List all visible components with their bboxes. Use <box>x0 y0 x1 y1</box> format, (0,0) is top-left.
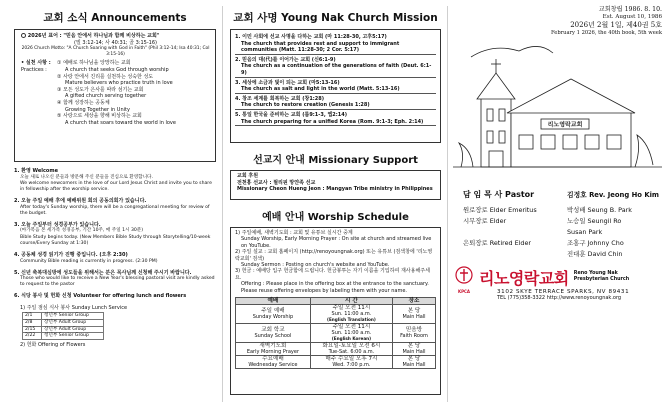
missionary-line3: Missionary Cheon Hueng Jeon : Mangyan Tribe ministry in Philippines <box>237 186 433 193</box>
worship-note: 3) 헌금 : 예배당 입구 헌금함에 드립니다. 헌금봉투는 자기 이름을 기입하여 재사용해주세요. <box>235 268 430 281</box>
announcement-item <box>14 198 216 217</box>
staff-role: 은퇴장로 Retired Elder <box>463 238 532 247</box>
pastor-row <box>453 189 662 200</box>
practice-item-en: A church that seeks God through worship <box>65 66 169 73</box>
announcement-item <box>14 252 216 265</box>
header-place: 장소 <box>393 298 436 305</box>
staff-name: 노승일 Seungil Ro <box>567 216 622 225</box>
motto-box <box>14 29 216 162</box>
staff-role <box>453 249 567 260</box>
practice-item-en: A church that soars toward the world in love <box>65 119 176 126</box>
practice-item-ko: ③ 모든 성도가 은사를 따라 섬기는 교회 <box>57 86 144 93</box>
place-en: Faith Room <box>400 333 428 340</box>
logo-korean: 리노영락교회 <box>479 268 569 288</box>
schedule-time <box>310 343 392 356</box>
practice-item-en: A gifted church serving together <box>65 93 147 100</box>
volunteer-row <box>23 313 104 320</box>
mission-item-en: The church as a continuation of the generations of faith (Deut. 6:1-9) <box>235 63 436 77</box>
mission-item-ko: 5. 통일 한국을 준비하는 교회 (롬9:1-3, 엡2:14) <box>235 111 348 118</box>
time-en: Sun. 11:00 a.m. <box>331 311 372 318</box>
header-time: 시 간 <box>310 298 392 305</box>
schedule-service <box>236 343 311 356</box>
practice-item-en: Mature believers who practice truth in love <box>65 80 173 87</box>
worship-box <box>230 227 441 395</box>
schedule-time <box>310 324 392 343</box>
service-ko: 새벽기도회 <box>259 343 287 350</box>
motto-en: 2026 Church Motto: "A Church Soaring with God in Faith" (Phil 3:12-14; Isa 40:31; Col 3:15-16) <box>21 46 210 57</box>
mission-item-ko: 1. 이민 사회에 선교 사명을 다하는 교회 (마 11:28-30, 고후5:17) <box>235 34 387 40</box>
church-address: 3102 SKYE TERRACE SPARKS, NV 89431 <box>497 288 630 295</box>
missionary-line1: 교회 후원 <box>237 173 259 179</box>
worship-note: 1) 주일예배, 새벽기도회 : 교회 및 유튜브 실시간 중계 <box>235 230 353 236</box>
staff-role: 원로장로 Elder Emeritus <box>463 205 537 214</box>
practice-item-ko: ② 사랑 안에서 진리를 실천하는 성숙한 성도 <box>57 73 154 80</box>
est-date: Est. August 10, 1986 <box>602 13 662 20</box>
volunteer-group: 청년부 Senior Group <box>42 313 104 320</box>
staff-name: 진대훈 David Chin <box>567 249 623 258</box>
service-en: Early Morning Prayer <box>246 349 300 356</box>
staff-row <box>453 216 662 227</box>
announcement-item <box>14 168 216 193</box>
schedule-row <box>236 305 436 324</box>
practices-label-en: Practices : <box>21 66 47 73</box>
mission-item-en: The church as salt and light in the world (Matt. 5:13-16) <box>235 86 436 94</box>
pastor-name: 김정호 Rev. Jeong Ho Kim <box>567 190 660 199</box>
staff-name: Susan Park <box>567 227 603 236</box>
practice-item-ko: ⑤ 사랑으로 세상을 향해 비상하는 교회 <box>57 113 142 120</box>
volunteer-group: 장년부 Adult Group <box>42 319 104 326</box>
schedule-service <box>236 356 311 369</box>
time-ko: 주일 오전 11시 <box>332 305 371 312</box>
staff-role <box>453 227 567 238</box>
announcement-heading: 6. 식당 봉사 및 헌화 신청 Volunteer for offering lunch and flowers <box>14 293 187 300</box>
volunteer-date: 2/22 <box>23 333 42 340</box>
time-ko: 매주 수요일 오후 7시 <box>325 356 378 363</box>
schedule-service <box>236 324 311 343</box>
time-en: Sun. 11:00 a.m. <box>331 330 372 337</box>
schedule-place <box>393 305 436 324</box>
worship-note: Sunday Sermon : Posting on church's website and YouTube. <box>241 262 390 269</box>
church-logo <box>453 266 662 289</box>
place-ko: 믿음방 <box>405 327 423 334</box>
announcement-item <box>14 270 216 289</box>
service-ko: 주일 예배 <box>261 308 285 315</box>
announcement-body-en: We welcome newcomers in the love of our Lord Jesus Christ and invite you to share in fellowship after the worship service. <box>20 181 212 193</box>
practices-label: • 실천 사항 : <box>21 60 51 67</box>
announcement-item <box>14 293 216 300</box>
cover-column <box>447 0 670 407</box>
announcement-body: 오늘 새로 나오신 분들과 방문해 주신 분들을 진심으로 환영합니다. <box>20 174 153 180</box>
volunteer-sub-flowers: 2) 헌화 Offering of Flowers <box>20 341 86 348</box>
motto-heading: 2026년 표어 : "믿음 안에서 하나님과 함께 비상하는 교회" <box>21 33 210 40</box>
volunteer-date: 2/8 <box>23 319 42 326</box>
worship-note: Sunday Worship, Early Morning Prayer : On site at church and streamed live on YouTube. <box>241 236 432 249</box>
worship-schedule-table <box>235 297 436 369</box>
schedule-row <box>236 343 436 356</box>
service-en: Sunday School <box>254 333 292 340</box>
announcement-body: (마가복음 본 세가족 성경공부, 기간 10주, 매 주일 1시 30분) <box>20 228 144 234</box>
practices-list <box>57 60 210 126</box>
announcement-heading: 3. 오늘 주일부터 성경공부가 있습니다. <box>14 221 101 228</box>
schedule-service <box>236 305 311 324</box>
volunteer-date: 2/15 <box>23 326 42 333</box>
address-block <box>453 289 662 301</box>
worship-note: Offering : Please place in the offering box at the entrance to the sanctuary. Please reuse offering envelopes by labeling them with your name. <box>241 281 429 294</box>
schedule-row <box>236 324 436 343</box>
service-ko: 교회 학교 <box>261 327 285 334</box>
announcement-body-en: Community Bible reading is currently in progress. (2:30 PM) <box>20 258 158 264</box>
schedule-time <box>310 305 392 324</box>
schedule-place <box>393 343 436 356</box>
pastor-label: 담 임 목 사 Pastor <box>463 189 535 199</box>
mission-title: 교회 사명 Young Nak Church Mission <box>233 12 438 24</box>
time-note: (English Korean) <box>331 336 372 342</box>
schedule-place <box>393 324 436 343</box>
mission-item-en: The church to restore creation (Genesis 1:28) <box>235 102 436 110</box>
staff-row <box>453 227 662 238</box>
service-en: Sunday Worship <box>252 314 294 321</box>
staff-row <box>453 249 662 260</box>
announcement-item <box>14 222 216 247</box>
church-sign: 리노영락교회 <box>547 121 583 128</box>
missionary-box <box>230 170 441 200</box>
mission-box <box>230 29 441 143</box>
kpca-logo-icon <box>453 266 475 288</box>
volunteer-row <box>23 333 104 340</box>
worship-notes <box>235 230 436 294</box>
time-en: Wed. 7:00 p.m. <box>332 362 371 369</box>
staff-row <box>453 205 662 216</box>
mission-item-en: The church that provides rest and support to immigrant communities (Matt. 11:28-30; 2 Cor. 5:17) <box>235 41 436 55</box>
announcements-column <box>0 0 222 407</box>
time-note: (English Translation) <box>327 317 376 323</box>
mission-item-ko: 2. 믿음의 대(代)를 이어가는 교회 (신6:1-9) <box>235 56 336 63</box>
mission-item-ko: 4. 창조 세계를 회복하는 교회 (창1:28) <box>235 95 325 102</box>
mission-item-ko: 3. 세상에 소금과 빛이 되는 교회 (마5:13-16) <box>235 79 340 86</box>
logo-english <box>574 271 629 283</box>
issue-en: February 1 2026, the 40th book, 5th week <box>550 29 662 36</box>
volunteer-group: 장년부 Adult Group <box>42 326 104 333</box>
lunch-volunteer-table <box>22 312 104 339</box>
announcement-items <box>14 168 216 300</box>
announcement-heading: 2. 오늘 주일 예배 후에 예배위원 회의 공동의회가 있습니다. <box>14 198 147 205</box>
mission-item-en: The church preparing for a unified Korea (Rom. 9:1-3; Eph. 2:14) <box>235 119 436 127</box>
announcement-body-en: Those who would like to receive a New Year's blessing pastoral visit are kindly asked to request to the pastor <box>20 276 215 288</box>
place-ko: 본 당 <box>407 343 421 350</box>
place-ko: 본 당 <box>407 356 421 363</box>
practice-item-en: Growing Together in Unity <box>65 106 130 113</box>
logo-english-line1: Reno Young Nak <box>573 271 618 276</box>
announcements-title: 교회 소식 Announcements <box>43 12 187 24</box>
staff-row <box>453 238 662 249</box>
schedule-header-row <box>236 298 436 305</box>
staff-list <box>453 205 662 260</box>
volunteer-row <box>23 319 104 326</box>
motto-ref: (빌 3:12-14; 사 40:31; 골 3:15-16) <box>74 39 157 46</box>
practice-item-ko: ④ 함께 성장하는 공동체 <box>57 99 110 106</box>
time-ko: 화요일-토요일 오전 6시 <box>322 343 381 350</box>
service-ko: 수요예배 <box>262 356 284 363</box>
time-ko: 주일 오전 11시 <box>332 324 371 331</box>
practice-item-ko: ① 예배로 하나님을 앙망하는 교회 <box>57 60 131 67</box>
church-contact: TEL (775)358-3322 http://www.renoyoungnak.org <box>497 294 622 301</box>
kpca-text: KPCA <box>457 288 471 294</box>
schedule-place <box>393 356 436 369</box>
schedule-time <box>310 356 392 369</box>
announcement-heading: 5. 신년 축복대심방에 성도들을 위해서는 분은 목사님께 신청해 주시기 바랍니다. <box>14 269 192 276</box>
staff-role: 시무장로 Elder <box>463 216 507 225</box>
church-building-illustration <box>453 39 662 179</box>
volunteer-group: 청년부 Senior Group <box>42 333 104 340</box>
announcement-body-en: After today's Sunday worship, there will be a congregational meeting for review of the budget. <box>20 204 210 216</box>
missionary-line2: 전천홍 선교사 : 필리핀 망얀족 선교 <box>237 179 316 186</box>
issue-ko: 2026년 2월 1일, 제40권 5호 <box>570 20 662 29</box>
mission-column <box>222 0 447 407</box>
volunteer-sub-lunch: 1) 주일 점심 식사 봉사 Sunday Lunch Service <box>20 304 128 311</box>
practices-block <box>21 60 210 126</box>
volunteer-row <box>23 326 104 333</box>
staff-name: 조홍구 Johnny Cho <box>567 238 624 247</box>
announcement-heading: 4. 공동체 성경 읽기가 진행 중입니다. (오후 2:30) <box>14 251 128 258</box>
announcement-heading: 1. 환영 Welcome <box>14 168 58 174</box>
worship-note: 2) 주일 설교 : 교회 홈페이지 (http://renoyoungnak.org) 또는 유튜브 (검색창에 '리노영락교회' 검색) <box>235 249 433 262</box>
logo-english-line2: Presbyterian Church <box>573 277 630 282</box>
announcement-body-en: Bible Study begins today. (New Members Bible Study through Storytelling/10-week course/Every Sunday at 1:30) <box>20 234 211 246</box>
place-en: Main Hall <box>402 314 426 321</box>
place-en: Main Hall <box>402 349 426 356</box>
place-en: Main Hall <box>402 362 426 369</box>
schedule-row <box>236 356 436 369</box>
header-service: 예배 <box>236 298 311 305</box>
issue-header <box>453 6 662 37</box>
place-ko: 본 당 <box>407 308 421 315</box>
staff-name: 박성배 Seung B. Park <box>567 205 632 214</box>
volunteer-date: 2/1 <box>23 313 42 320</box>
missionary-title: 선교지 안내 Missionary Support <box>253 155 418 166</box>
time-en: Tue-Sat. 6:00 a.m. <box>328 349 375 356</box>
service-en: Wednesday Service <box>248 362 298 369</box>
founded-date: 교회창립 1986. 8. 10. <box>598 6 662 13</box>
bullet-circle-icon <box>21 33 26 38</box>
worship-title: 예배 안내 Worship Schedule <box>262 212 409 223</box>
